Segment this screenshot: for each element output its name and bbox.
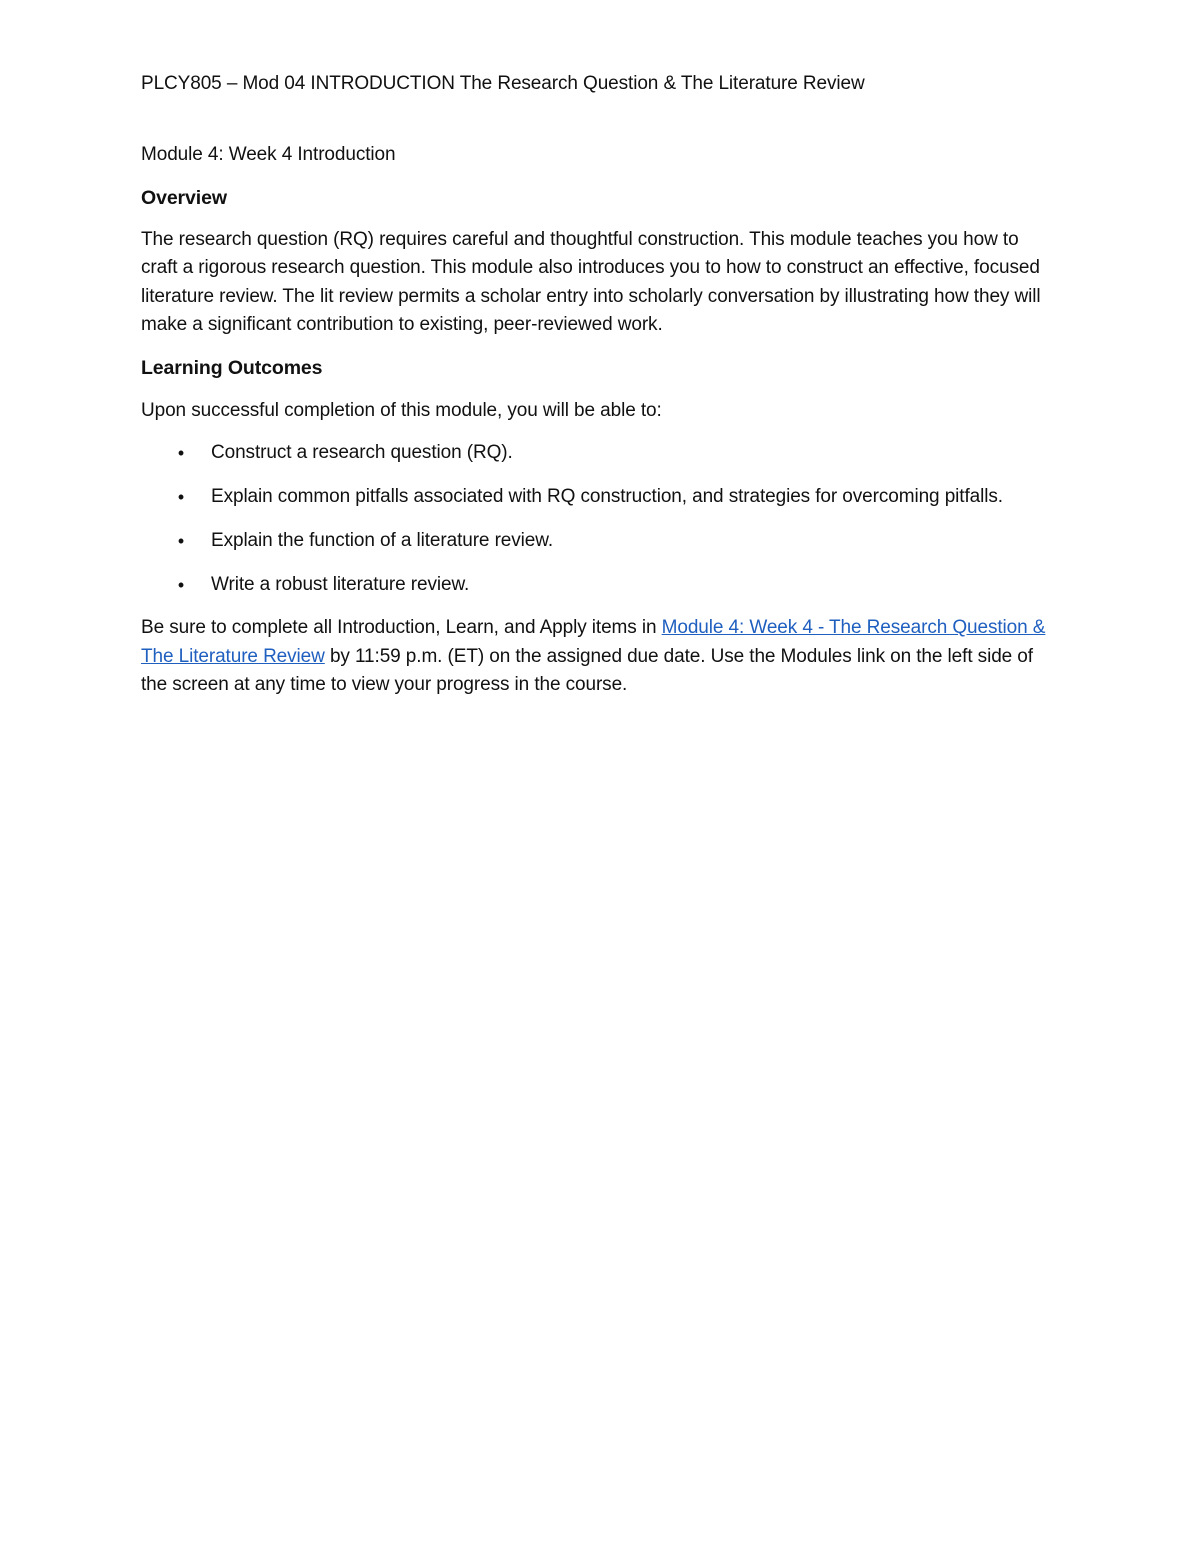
list-item-text: Construct a research question (RQ). — [211, 442, 513, 463]
list-item-text: Explain common pitfalls associated with RQ construction, and strategies for overcoming pitfalls. — [211, 486, 1003, 507]
learning-outcomes-intro: Upon successful completion of this module, you will be able to: — [141, 399, 662, 421]
learning-outcomes-heading: Learning Outcomes — [141, 356, 323, 379]
list-item-text: Write a robust literature review. — [211, 574, 470, 595]
document-page — [141, 70, 1056, 700]
list-item — [141, 483, 1056, 512]
document-header: PLCY805 – Mod 04 INTRODUCTION The Research Question & The Literature Review — [141, 73, 865, 94]
list-item — [141, 527, 1056, 556]
list-item-text: Explain the function of a literature review. — [211, 530, 554, 551]
closing-text-after-link: by 11:59 p.m. (ET) on the assigned due date. Use the Modules link on the left side of the screen at any time to view your progress in the course. — [141, 645, 1033, 695]
bullet-icon: • — [177, 487, 185, 507]
bullet-icon: • — [177, 575, 185, 595]
bullet-icon: • — [177, 531, 185, 551]
learning-outcomes-list — [141, 439, 1056, 600]
bullet-icon: • — [177, 443, 185, 463]
overview-paragraph: The research question (RQ) requires careful and thoughtful construction. This module teaches you how to craft a rigorous research question. This module also introduces you to how to construct an effective, focused literature review. The lit review permits a scholar entry into scholarly conversation by illustrating how they will make a significant contribution to existing, peer-reviewed work. — [141, 228, 1041, 335]
list-item — [141, 439, 1056, 468]
list-item — [141, 571, 1056, 600]
closing-paragraph — [141, 614, 1056, 700]
module-title: Module 4: Week 4 Introduction — [141, 144, 396, 165]
module-link[interactable]: Module 4: Week 4 - The Research Question & The Literature Review — [141, 617, 1046, 667]
overview-heading: Overview — [141, 186, 227, 209]
closing-text-before-link: Be sure to complete all Introduction, Learn, and Apply items in — [141, 617, 662, 638]
